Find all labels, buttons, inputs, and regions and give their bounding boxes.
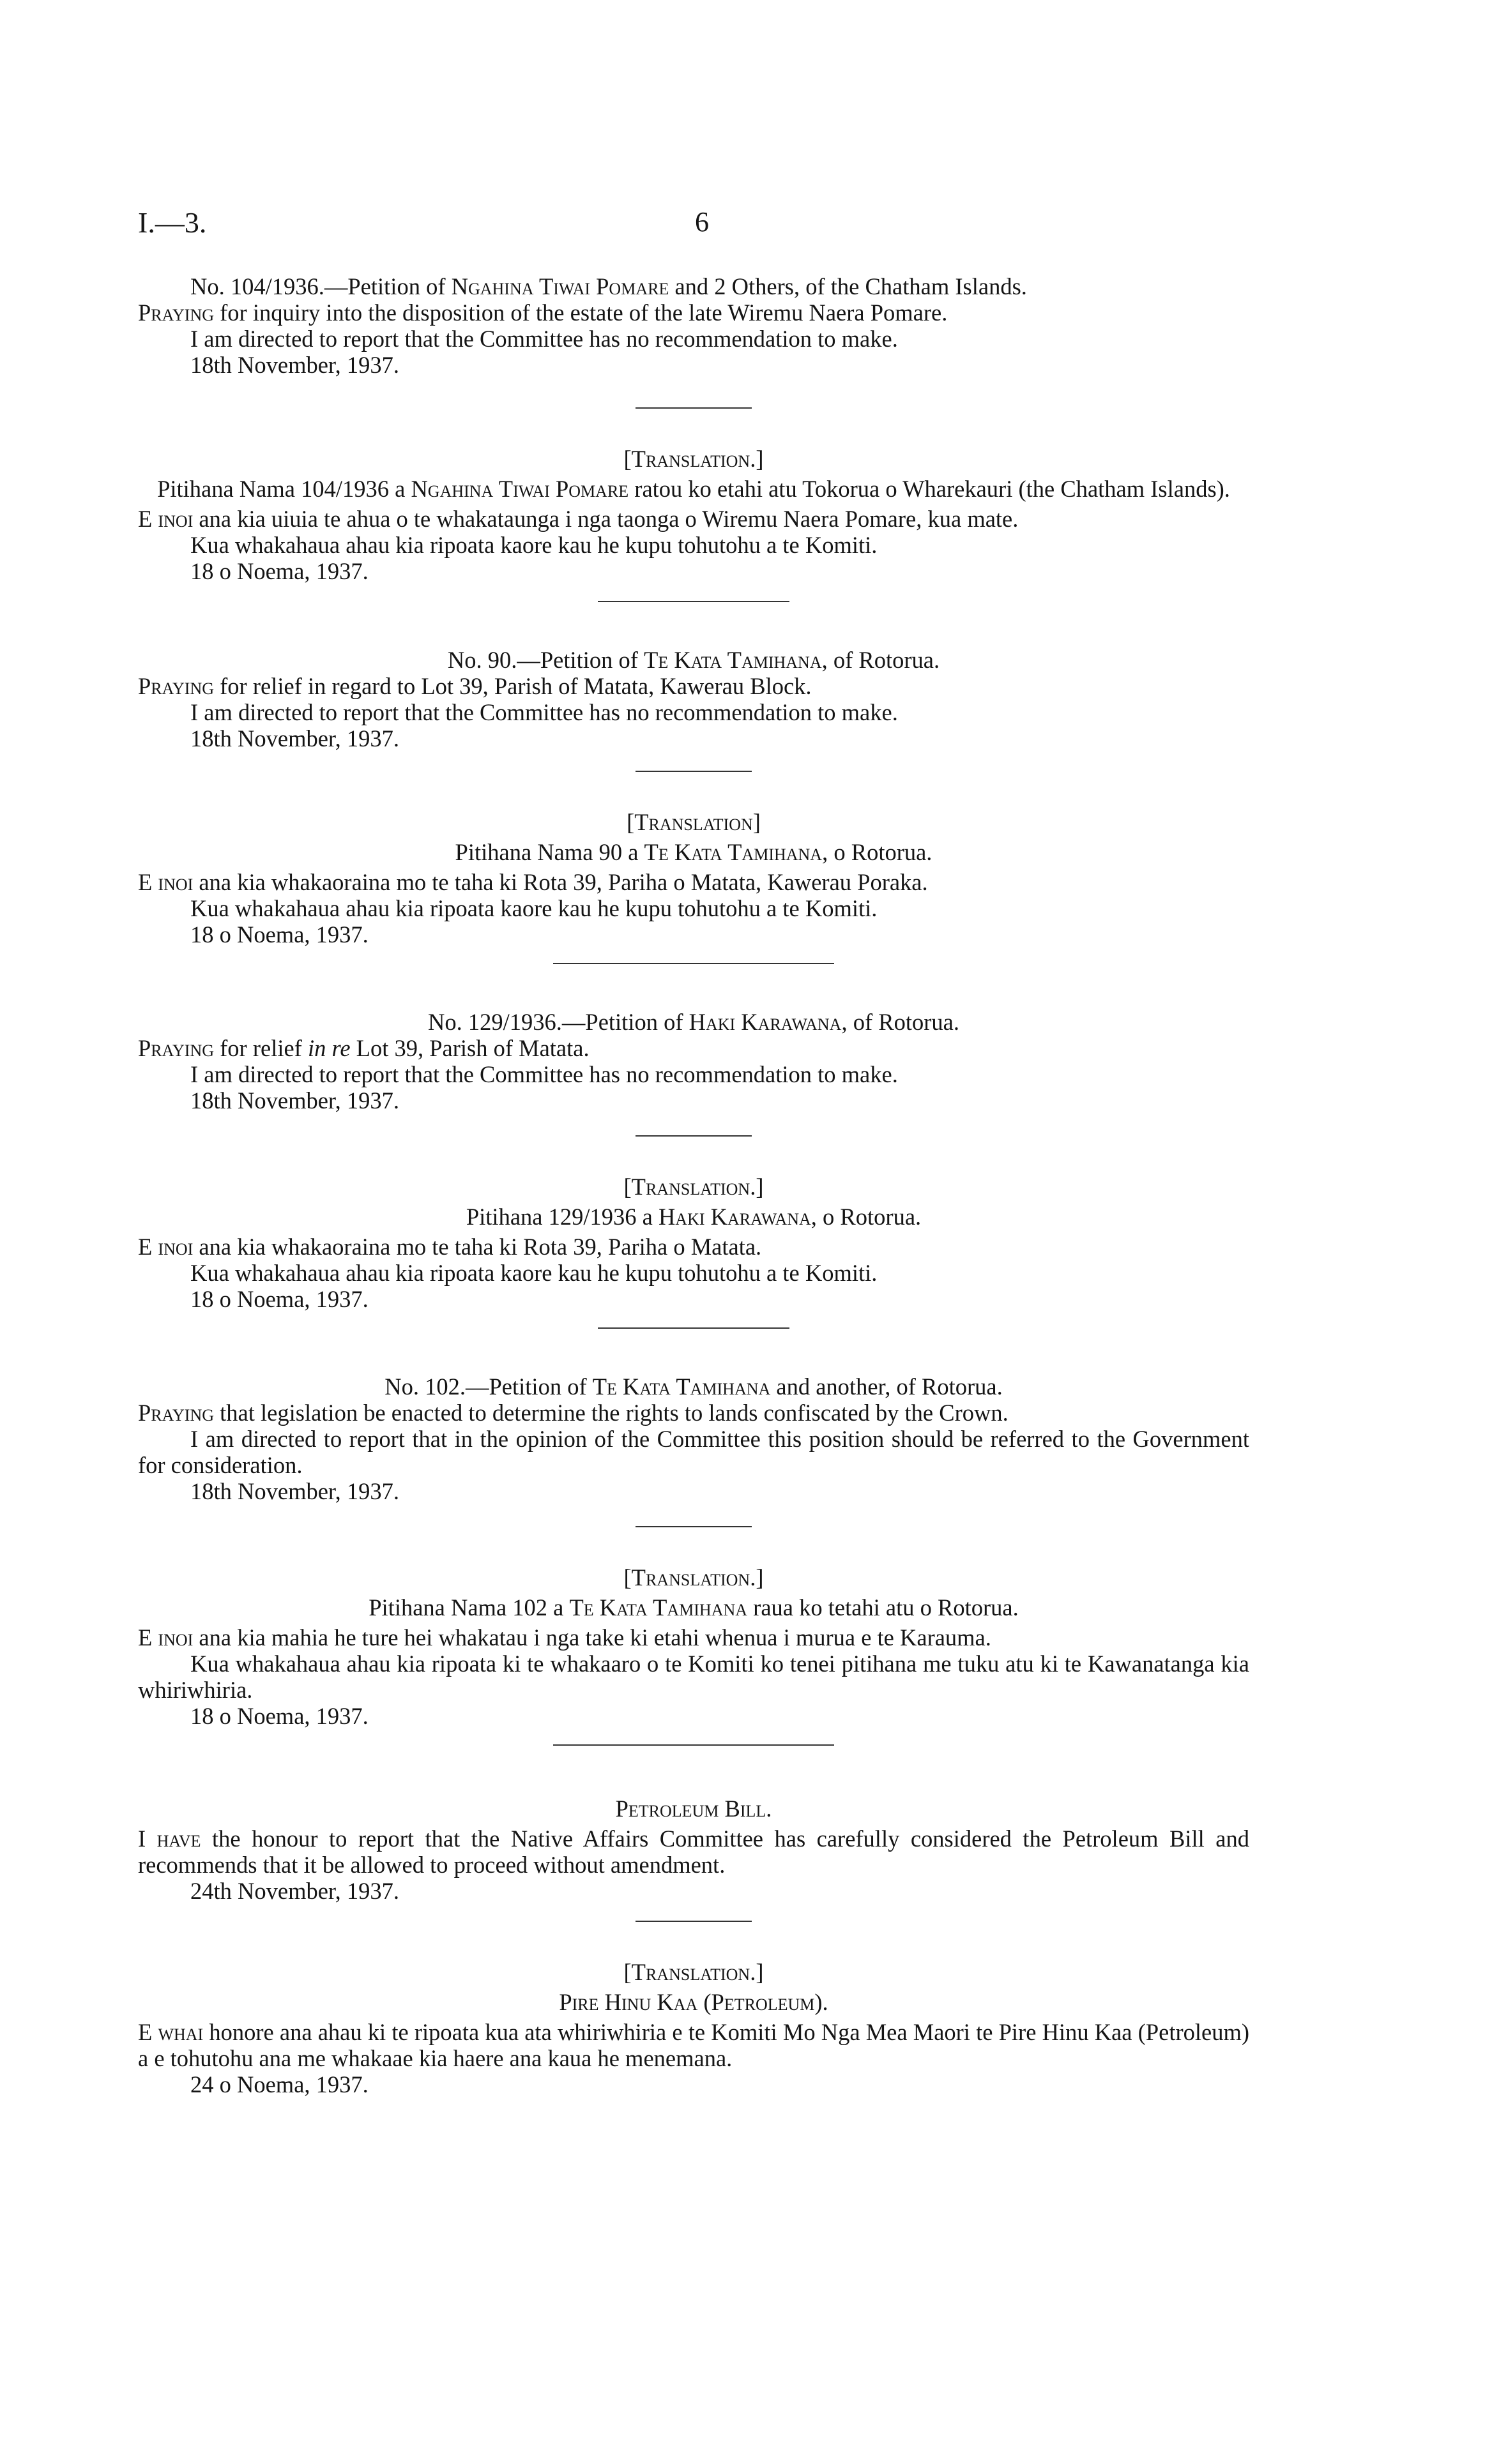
- translation-paragraph: E inoi ana kia uiuia te ahua o te whakataunga i nga taonga o Wiremu Naera Pomare, kua mate.: [138, 506, 1019, 532]
- praying-paragraph: Praying for relief in regard to Lot 39, Parish of Matata, Kawerau Block.: [138, 673, 812, 699]
- translation-title: Pitihana Nama 90 a Te Kata Tamihana, o Rotorua.: [455, 839, 933, 865]
- praying-paragraph: Praying that legislation be enacted to determine the rights to lands confiscated by the Crown.: [138, 1400, 1009, 1426]
- praying-paragraph: Praying for inquiry into the disposition of the estate of the late Wiremu Naera Pomare.: [138, 299, 948, 326]
- bill-entry: [138, 1795, 1249, 2097]
- translation-title: Pitihana Nama 104/1936 a Ngahina Tiwai Pomare ratou ko etahi atu Tokorua o Wharekauri (the Chatham Islands).: [157, 476, 1230, 502]
- committee-report: I am directed to report that the Committee has no recommendation to make.: [190, 326, 898, 352]
- petition-entry: [138, 647, 1249, 964]
- committee-report: I am directed to report that the Committee has no recommendation to make.: [190, 699, 898, 725]
- translation-date: 18 o Noema, 1937.: [190, 1286, 369, 1312]
- paper-reference: I.—3.: [138, 206, 207, 239]
- report-date: 18th November, 1937.: [190, 725, 399, 752]
- translation-title: Pitihana Nama 102 a Te Kata Tamihana raua ko tetahi atu o Rotorua.: [369, 1594, 1019, 1621]
- translation-paragraph: E inoi ana kia whakaoraina mo te taha ki Rota 39, Pariha o Matata.: [138, 1234, 762, 1260]
- translation-date: 18 o Noema, 1937.: [190, 921, 369, 948]
- translation-date: 24 o Noema, 1937.: [190, 2071, 369, 2097]
- translation-report: Kua whakahaua ahau kia ripoata kaore kau he kupu tohutohu a te Komiti.: [190, 532, 878, 558]
- committee-report: I am directed to report that in the opinion of the Committee this position should be referred to the Government for consideration.: [138, 1426, 1249, 1478]
- translation-title: Pire Hinu Kaa (Petroleum).: [559, 1989, 828, 2015]
- translation-report: Kua whakahaua ahau kia ripoata ki te whakaaro o te Komiti ko tenei pitihana me tuku atu ki te Kawanatanga kia whiriwhiria.: [138, 1651, 1249, 1703]
- petition-entry: [138, 273, 1249, 602]
- translation-label: [Translation.]: [623, 1564, 764, 1591]
- translation-paragraph: E inoi ana kia whakaoraina mo te taha ki Rota 39, Pariha o Matata, Kawerau Poraka.: [138, 869, 928, 895]
- bill-title: Petroleum Bill.: [615, 1795, 772, 1822]
- report-date: 18th November, 1937.: [190, 1087, 399, 1114]
- committee-report: I am directed to report that the Committee has no recommendation to make.: [190, 1061, 898, 1087]
- praying-paragraph: Praying for relief in re Lot 39, Parish of Matata.: [138, 1035, 590, 1061]
- translation-title: Pitihana 129/1936 a Haki Karawana, o Rotorua.: [466, 1204, 922, 1230]
- page-number: 6: [695, 206, 709, 238]
- petition-title: No. 102.—Petition of Te Kata Tamihana and another, of Rotorua.: [384, 1373, 1003, 1400]
- bill-paragraph: I have the honour to report that the Native Affairs Committee has carefully considered the Petroleum Bill and recommends that it be allowed to proceed without amendment.: [138, 1825, 1249, 1878]
- bill-date: 24th November, 1937.: [190, 1878, 399, 1904]
- translation-report: Kua whakahaua ahau kia ripoata kaore kau he kupu tohutohu a te Komiti.: [190, 1260, 878, 1286]
- translation-label: [Translation.]: [623, 1174, 764, 1200]
- report-date: 18th November, 1937.: [190, 352, 399, 378]
- petition-title: No. 90.—Petition of Te Kata Tamihana, of Rotorua.: [447, 647, 940, 673]
- report-body: [138, 273, 1249, 2097]
- petition-entry: [138, 1373, 1249, 1746]
- petitioner-name: Haki Karawana: [689, 1009, 842, 1035]
- petition-entry: [138, 1009, 1249, 1329]
- translation-label: [Translation.]: [623, 446, 764, 472]
- report-date: 18th November, 1937.: [190, 1478, 399, 1504]
- petition-title: No. 129/1936.—Petition of Haki Karawana, of Rotorua.: [428, 1009, 959, 1035]
- petitioner-name: Ngahina Tiwai Pomare: [451, 273, 669, 299]
- translation-paragraph: E inoi ana kia mahia he ture hei whakatau i nga take ki etahi whenua i murua e te Karauma.: [138, 1624, 991, 1651]
- petitioner-name: Te Kata Tamihana: [592, 1373, 771, 1400]
- translation-paragraph: E whai honore ana ahau ki te ripoata kua ata whiriwhiria e te Komiti Mo Nga Mea Maori te Pire Hinu Kaa (Petroleum) a e tohutohu ana me whakaae kia haere ana kaua he menemana.: [138, 2019, 1250, 2071]
- translation-report: Kua whakahaua ahau kia ripoata kaore kau he kupu tohutohu a te Komiti.: [190, 895, 878, 921]
- petition-title: No. 104/1936.—Petition of Ngahina Tiwai Pomare and 2 Others, of the Chatham Islands.: [190, 273, 1027, 299]
- translation-label: [Translation.]: [623, 1959, 764, 1985]
- translation-date: 18 o Noema, 1937.: [190, 558, 369, 584]
- petitioner-name: Te Kata Tamihana: [644, 647, 822, 673]
- translation-label: [Translation]: [627, 809, 761, 835]
- translation-date: 18 o Noema, 1937.: [190, 1703, 369, 1729]
